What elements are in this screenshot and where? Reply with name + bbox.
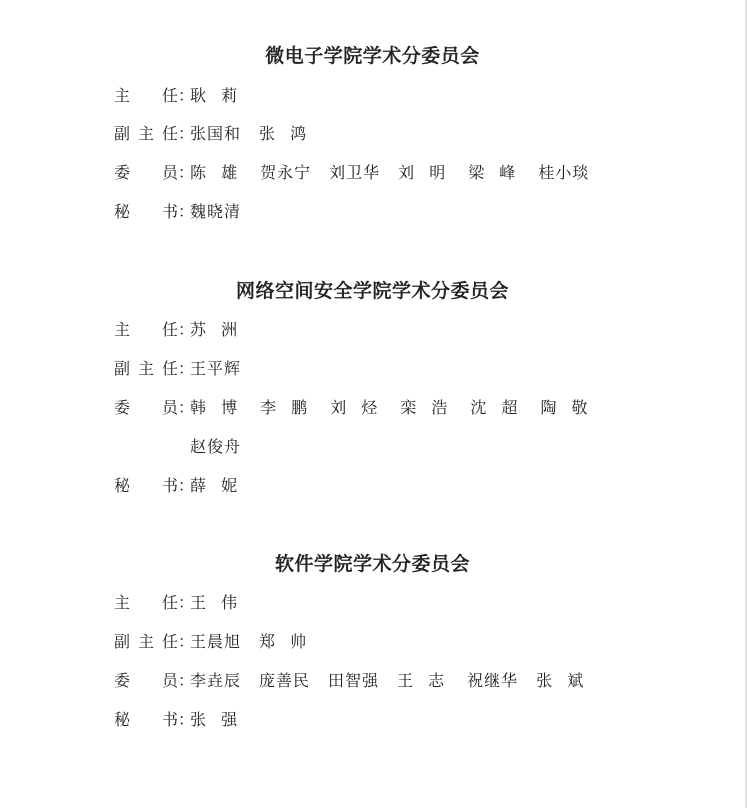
person-name: 梁 峰 [468,163,521,182]
role-label: 秘 书 [114,202,178,221]
secretary-row [114,708,260,732]
colon: ： [178,476,195,495]
person-name: 王 志 [397,671,450,690]
role-label: 主 任 [114,86,178,105]
role-label: 副主任 [114,124,178,143]
committee-section-software [0,552,745,576]
role-label: 委 员 [114,398,178,417]
vice-director-row [114,630,329,654]
role-label: 秘 书 [114,476,178,495]
person-name: 刘卫华 [329,163,381,182]
person-name: 李 鹏 [260,398,313,417]
secretary-row [114,200,259,224]
person-name: 王平辉 [190,359,242,378]
section-title: 软件学院学术分委员会 [274,553,470,575]
section-title: 网络空间安全学院学术分委员会 [235,280,509,302]
colon: ： [178,593,195,612]
director-row [114,318,260,342]
colon: ： [178,632,195,651]
committee-section-cyberspace-security [0,279,745,303]
secretary-row [114,474,260,498]
person-name: 赵俊舟 [190,437,242,456]
person-name: 庞善民 [259,671,311,690]
colon: ： [178,398,195,417]
role-label: 副主任 [114,632,178,651]
colon: ： [178,163,195,182]
colon: ： [178,86,195,105]
colon: ： [178,124,195,143]
person-name: 张国和 [190,124,242,143]
person-name: 桂小琰 [538,163,590,182]
role-label: 主 任 [114,593,178,612]
person-name: 贺永宁 [260,163,312,182]
person-name: 张 斌 [536,671,589,690]
person-name: 田智强 [328,671,380,690]
person-name: 栾 浩 [400,398,453,417]
role-label: 主 任 [114,320,178,339]
role-label: 副主任 [114,359,178,378]
person-name: 韩 博 [190,398,243,417]
person-name: 耿 莉 [190,86,243,105]
colon: ： [178,359,195,378]
person-name: 陈 雄 [190,163,243,182]
role-label: 秘 书 [114,710,178,729]
person-name: 沈 超 [470,398,523,417]
role-label: 委 员 [114,163,178,182]
colon: ： [178,202,195,221]
colon: ： [178,320,195,339]
director-row [114,591,260,615]
section-title: 微电子学院学术分委员会 [265,45,480,67]
director-row [114,84,260,108]
person-name: 祝继华 [467,671,519,690]
role-label: 委 员 [114,671,178,690]
person-name: 张 强 [190,710,243,729]
committee-section-microelectronics [0,44,745,68]
person-name: 刘 明 [398,163,451,182]
person-name: 陶 敬 [540,398,593,417]
person-name: 刘 烃 [330,398,383,417]
person-name: 薛 妮 [190,476,243,495]
colon: ： [178,671,195,690]
person-name: 魏晓清 [190,202,242,221]
person-name: 王晨旭 [190,632,242,651]
person-name: 苏 洲 [190,320,243,339]
colon: ： [178,710,195,729]
person-name: 王 伟 [190,593,243,612]
members-row-continued [190,435,259,459]
person-name: 张 鸿 [259,124,312,143]
members-row [114,396,593,420]
person-name: 李垚辰 [190,671,242,690]
person-name: 郑 帅 [259,632,312,651]
members-row [114,161,589,185]
vice-director-row [114,122,329,146]
vice-director-row [114,357,259,381]
members-row [114,669,588,693]
